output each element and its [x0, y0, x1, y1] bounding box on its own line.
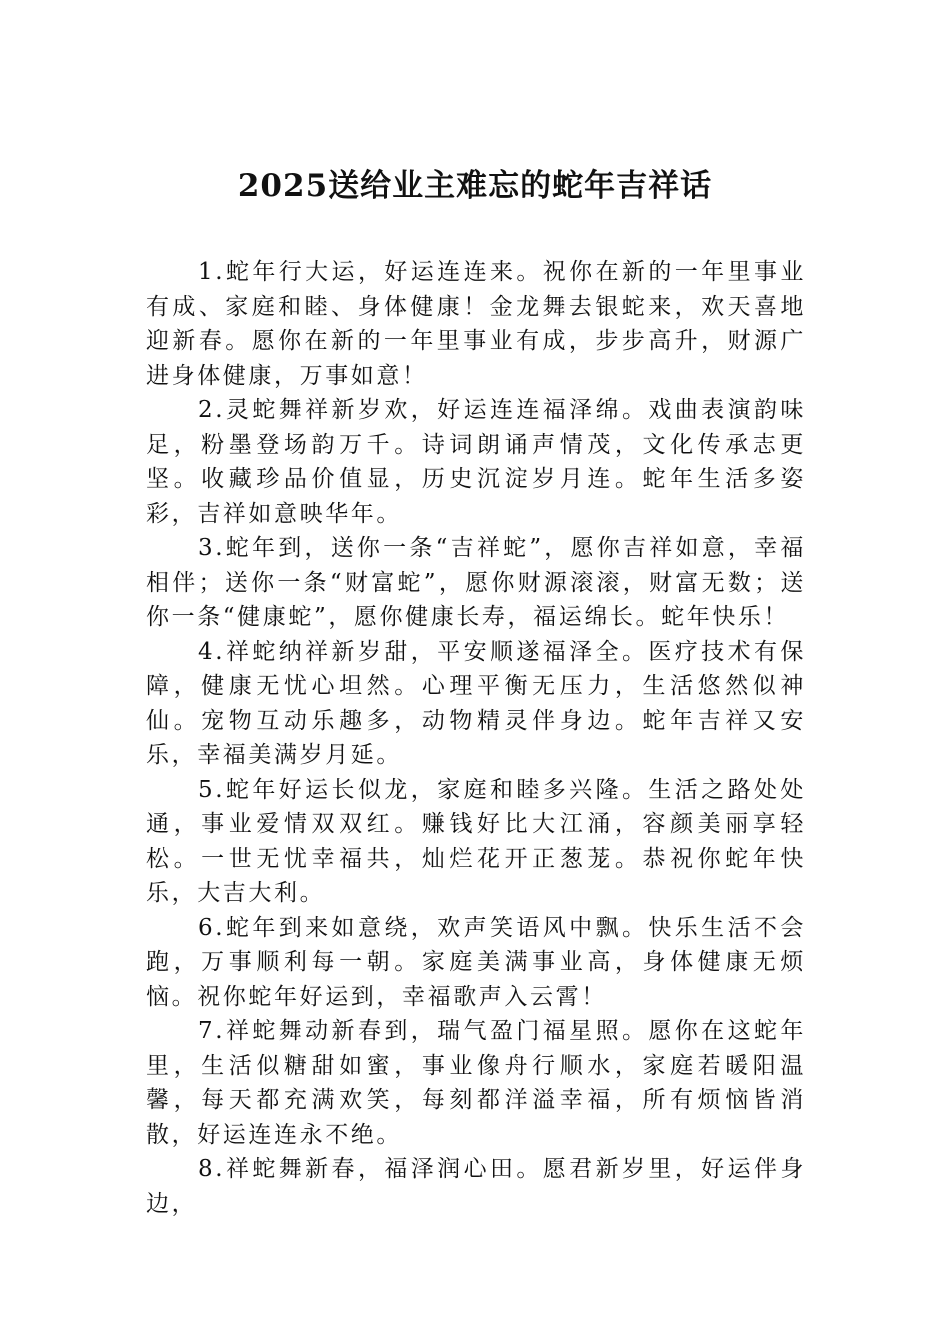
paragraph-5: 5.蛇年好运长似龙，家庭和睦多兴隆。生活之路处处通，事业爱情双双红。赚钱好比大江涌，容颜美丽享轻松。一世无忧幸福共，灿烂花开正葱茏。恭祝你蛇年快乐，大吉大利。 — [146, 776, 806, 906]
paragraph-8: 8.祥蛇舞新春，福泽润心田。愿君新岁里，好运伴身边， — [146, 1156, 806, 1217]
document-body — [146, 255, 806, 1221]
paragraph-6: 6.蛇年到来如意绕，欢声笑语风中飘。快乐生活不会跑，万事顺利每一朝。家庭美满事业高，身体健康无烦恼。祝你蛇年好运到，幸福歌声入云霄！ — [146, 914, 806, 1010]
paragraph-1: 1.蛇年行大运，好运连连来。祝你在新的一年里事业有成、家庭和睦、身体健康！金龙舞去银蛇来，欢天喜地迎新春。愿你在新的一年里事业有成，步步高升，财源广进身体健康，万事如意！ — [146, 259, 806, 389]
document-title: 2025送给业主难忘的蛇年吉祥话 — [237, 168, 713, 204]
paragraph-3: 3.蛇年到，送你一条“吉祥蛇”，愿你吉祥如意，幸福相伴；送你一条“财富蛇”，愿你财源滚滚，财富无数；送你一条“健康蛇”，愿你健康长寿，福运绵长。蛇年快乐！ — [146, 535, 806, 630]
paragraph-7: 7.祥蛇舞动新春到，瑞气盈门福星照。愿你在这蛇年里，生活似糖甜如蜜，事业像舟行顺水，家庭若暖阳温馨，每天都充满欢笑，每刻都洋溢幸福，所有烦恼皆消散，好运连连永不绝。 — [146, 1018, 806, 1148]
paragraph-2: 2.灵蛇舞祥新岁欢，好运连连福泽绵。戏曲表演韵味足，粉墨登场韵万千。诗词朗诵声情茂，文化传承志更坚。收藏珍品价值显，历史沉淀岁月连。蛇年生活多姿彩，吉祥如意映华年。 — [146, 397, 806, 527]
paragraph-4: 4.祥蛇纳祥新岁甜，平安顺遂福泽全。医疗技术有保障，健康无忧心坦然。心理平衡无压力，生活悠然似神仙。宠物互动乐趣多，动物精灵伴身边。蛇年吉祥又安乐，幸福美满岁月延。 — [146, 638, 806, 768]
